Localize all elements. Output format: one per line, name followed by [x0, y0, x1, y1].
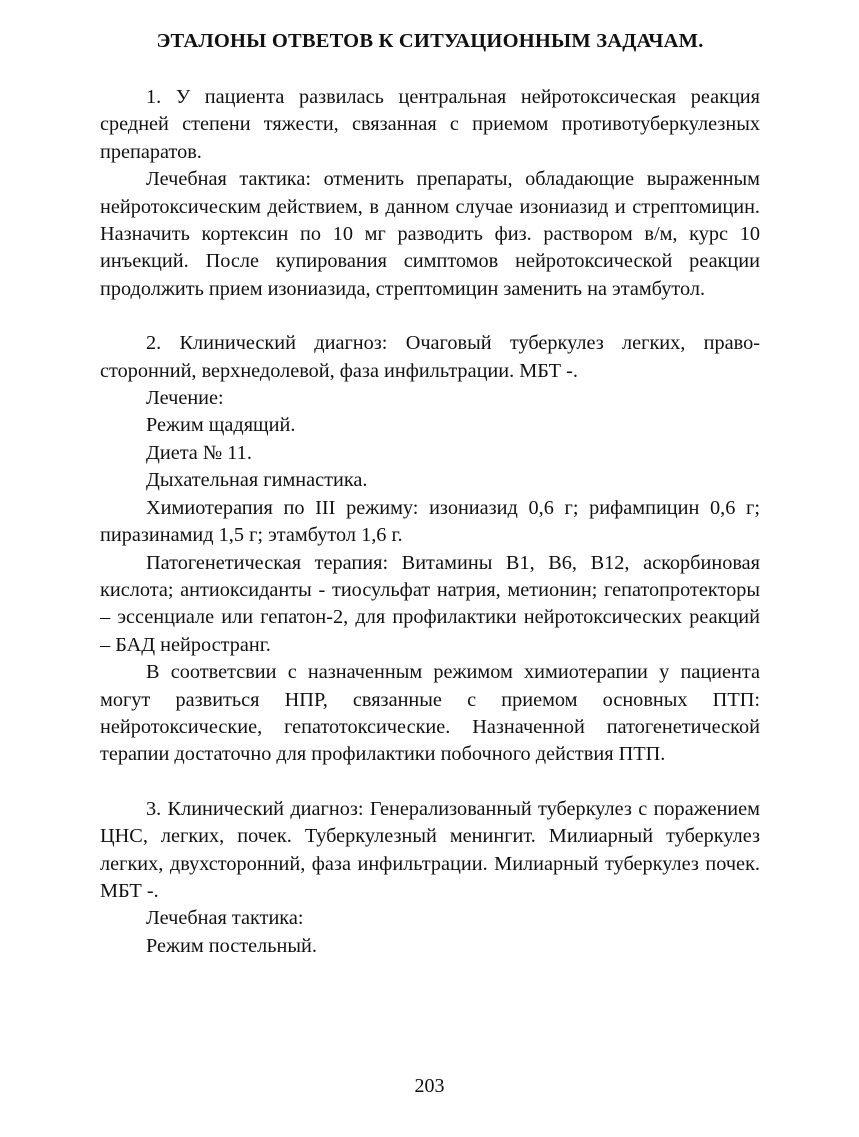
answer-2-adverse-reactions: В соответсвии с назначенным режимом химиотерапии у пациента могут развиться НПР, связанные с приемом основных ПТП: нейротоксические, гепатотоксические. Назначенной патогенетической терапии достаточно для профилактики побочного действия ПТП.	[100, 661, 760, 766]
answer-2-regimen: Режим щадящий.	[146, 414, 296, 437]
answer-2-breathing-exercises: Дыхательная гимнастика.	[146, 469, 368, 492]
section-gap	[100, 303, 760, 330]
page-heading: ЭТАЛОНЫ ОТВЕТОВ К СИТУАЦИОННЫМ ЗАДАЧАМ.	[156, 30, 704, 52]
answer-1	[100, 84, 760, 303]
answer-2-treatment-label: Лечение:	[146, 387, 224, 410]
answer-1-treatment: Лечебная тактика: отменить препараты, обладающие выраженным нейротоксическим действием, в данном случае изониазид и стрептомицин. Назначить кортексин по 10 мг разводить физ. раствором в/м, курс 10 инъекций. После купирования симптомов нейротоксической реакции продолжить прием изониазида, стрептомицин заменить на этамбутол.	[100, 168, 760, 300]
answer-3-tactics-label: Лечебная тактика:	[146, 907, 304, 930]
answer-1-diagnosis: 1. У пациента развилась центральная нейротоксическая реакция средней степени тяжести, связанная с приемом противотуберкулезных препаратов.	[100, 86, 760, 163]
section-gap	[100, 769, 760, 796]
answer-2-diet: Диета № 11.	[146, 441, 252, 464]
answer-3-diagnosis: 3. Клинический диагноз: Генерализованный туберкулез с поражением ЦНС, легких, почек. Туберкулезный менингит. Милиарный туберкулез легких, двухсторонний, фаза инфильтрации. Милиарный туберкулез почек. МБТ -.	[100, 797, 760, 902]
answer-2-pathogenetic-therapy: Патогенетическая терапия: Витамины В1, В6, В12, аскорбиновая кислота; антиоксиданты - тиосульфат натрия, метионин; гепатопротекторы – эссенциале или гепатон-2, для профилактики нейротоксических реакций – БАД нейространг.	[100, 551, 760, 656]
document-page	[100, 28, 760, 960]
answer-2-chemotherapy: Химиотерапия по III режиму: изониазид 0,6 г; рифампицин 0,6 г; пиразинамид 1,5 г; этамбутол 1,6 г.	[100, 496, 760, 547]
answer-2-diagnosis: 2. Клинический диагноз: Очаговый туберкулез легких, правосторонний, верхнедолевой, фаза инфильтрации. МБТ -.	[100, 332, 760, 382]
answer-3-regimen: Режим постельный.	[146, 934, 317, 957]
answer-3	[100, 796, 760, 960]
answer-2	[100, 330, 760, 769]
page-number: 203	[414, 1075, 445, 1097]
